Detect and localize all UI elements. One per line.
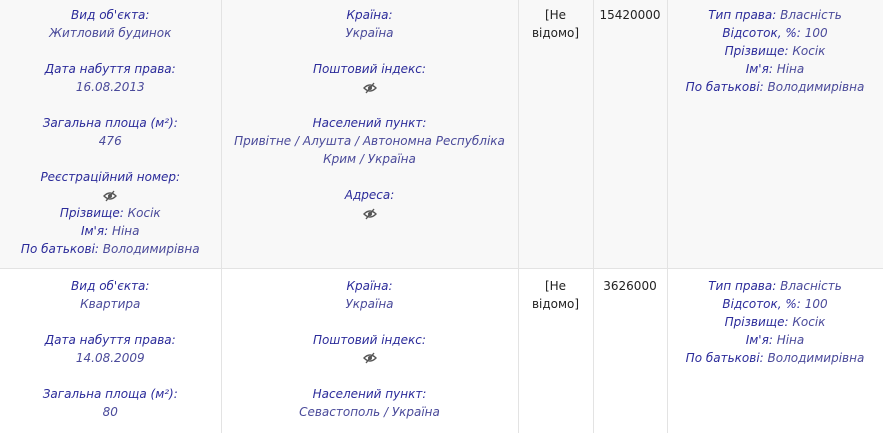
owner-surname-value: Косік (792, 44, 826, 58)
cost-evaluation-value: [Не відомо] (531, 278, 580, 311)
location-cell (221, 268, 518, 433)
postal-code-label: Поштовий індекс: (313, 332, 426, 347)
total-area-value: 80 (102, 404, 118, 419)
object-info-cell (0, 0, 221, 268)
first-name-value: Ніна (111, 224, 140, 238)
right-type-label: Тип права: (708, 8, 777, 22)
owner-surname-label: Прізвище: (724, 44, 789, 58)
object-type-value: Квартира (80, 296, 141, 311)
settlement-value: Севастополь / Україна (299, 404, 440, 419)
surname-label: Прізвище: (59, 206, 124, 220)
country-value: Україна (345, 26, 394, 40)
total-area-value: 476 (98, 134, 122, 148)
settlement-label: Населений пункт: (312, 116, 427, 130)
ownership-cell (667, 0, 883, 268)
hidden-eye-icon (222, 78, 518, 96)
object-type-label: Вид об'єкта: (71, 278, 150, 293)
owner-patronymic-label: По батькові: (685, 350, 764, 365)
hidden-eye-icon (222, 349, 518, 367)
cost-evaluation-cell (518, 268, 593, 433)
country-label: Країна: (346, 8, 393, 22)
country-label: Країна: (346, 278, 393, 293)
right-type-label: Тип права: (708, 278, 777, 293)
settlement-value: Привітне / Алушта / Автономна Республіка Крим / Україна (234, 134, 505, 166)
object-info-cell (0, 268, 221, 433)
total-area-label: Загальна площа (м²): (42, 386, 178, 401)
settlement-label: Населений пункт: (312, 386, 427, 401)
owner-first-name-label: Ім'я: (745, 332, 773, 347)
acquisition-date-value: 16.08.2013 (75, 80, 145, 94)
object-type-value: Житловий будинок (49, 26, 172, 40)
total-area-label: Загальна площа (м²): (42, 116, 178, 130)
share-percent-value: 100 (804, 296, 828, 311)
acquisition-date-label: Дата набуття права: (44, 332, 176, 347)
owner-first-name-label: Ім'я: (745, 62, 773, 76)
value-cell (593, 0, 667, 268)
acquisition-date-value: 14.08.2009 (75, 350, 145, 365)
cost-evaluation-value: [Не відомо] (531, 8, 580, 40)
cost-evaluation-cell (518, 0, 593, 268)
country-value: Україна (345, 296, 394, 311)
value-cell (593, 268, 667, 433)
patronymic-label: По батькові: (20, 242, 99, 256)
share-percent-label: Відсоток, %: (722, 26, 801, 40)
owner-surname-label: Прізвище: (724, 314, 789, 329)
share-percent-value: 100 (804, 26, 828, 40)
value-amount: 15420000 (599, 8, 661, 22)
hidden-eye-icon (0, 186, 221, 204)
owner-first-name-value: Ніна (776, 332, 805, 347)
location-cell (221, 0, 518, 268)
hidden-eye-icon (222, 204, 518, 222)
owner-patronymic-value: Володимирівна (767, 80, 865, 94)
first-name-label: Ім'я: (80, 224, 109, 238)
object-type-label: Вид об'єкта: (71, 8, 150, 22)
acquisition-date-label: Дата набуття права: (44, 62, 176, 76)
value-amount: 3626000 (603, 278, 657, 293)
surname-value: Косік (127, 206, 161, 220)
right-type-value: Власність (780, 8, 842, 22)
patronymic-value: Володимирівна (102, 242, 200, 256)
ownership-cell (667, 268, 883, 433)
owner-surname-value: Косік (792, 314, 826, 329)
owner-first-name-value: Ніна (776, 62, 805, 76)
registration-number-label: Реєстраційний номер: (40, 170, 181, 184)
address-label: Адреса: (344, 188, 395, 202)
owner-patronymic-label: По батькові: (685, 80, 764, 94)
right-type-value: Власність (780, 278, 842, 293)
postal-code-label: Поштовий індекс: (313, 62, 426, 76)
share-percent-label: Відсоток, %: (722, 296, 801, 311)
owner-patronymic-value: Володимирівна (767, 350, 865, 365)
table-row (0, 268, 883, 433)
